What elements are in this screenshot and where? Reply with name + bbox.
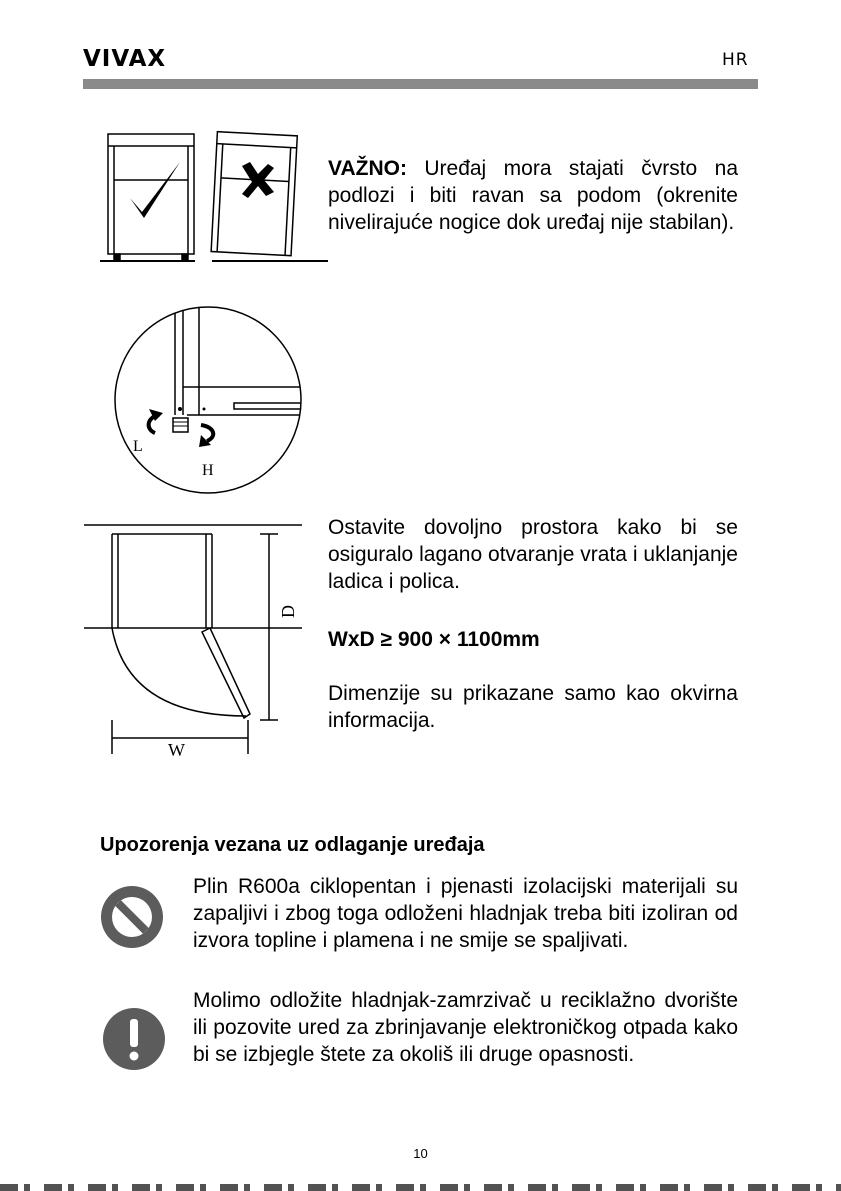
depth-label: D: [278, 605, 298, 618]
foot-label-right: H: [202, 462, 214, 479]
leveling-foot-illustration: [109, 305, 309, 500]
prohibited-icon: [100, 885, 164, 949]
page-number: 10: [413, 1146, 428, 1161]
important-text: Uređaj mora stajati čvrsto na podlozi i biti ravan sa podom (okrenite nivelirajuće nogice dok uređaj nije stabilan).: [328, 157, 738, 234]
header-rule: [83, 79, 758, 89]
level-fridge-illustration: [100, 128, 330, 270]
disposal-item-2-text: Molimo odložite hladnjak-zamrzivač u reciklažno dvorište ili pozovite ured za zbrinjavanje elektroničkog otpada kako bi se izbjegle štete za okoliš ili druge opasnosti.: [193, 989, 738, 1066]
disposal-heading: Upozorenja vezana uz odlaganje uređaja: [100, 834, 485, 856]
clearance-diagram: [84, 520, 304, 765]
exclamation-icon: [102, 1007, 166, 1071]
clearance-paragraph: Ostavite dovoljno prostora kako bi se osiguralo lagano otvaranje vrata i uklanjanje ladica i polica.: [328, 516, 738, 593]
foot-label-left: L: [133, 438, 143, 455]
important-label: VAŽNO:: [328, 157, 407, 180]
language-code: HR: [722, 50, 749, 70]
clearance-formula: WxD ≥ 900 × 1100mm: [328, 628, 540, 651]
disposal-item-1-text: Plin R600a ciklopentan i pjenasti izolacijski materijali su zapaljivi i zbog toga odloženi hladnjak treba biti izoliran od izvora topline i plamena i ne smije se spaljivati.: [193, 875, 738, 952]
width-label: W: [168, 740, 185, 760]
scan-edge-strip: [0, 1184, 841, 1191]
dimensions-note: Dimenzije su prikazane samo kao okvirna informacija.: [328, 682, 738, 732]
tilted-fridge: [211, 132, 297, 256]
leveling-foot: [173, 418, 188, 432]
check-mark-icon: [130, 162, 180, 218]
brand-logo: VIVAX: [83, 46, 167, 72]
correct-fridge: [100, 134, 195, 261]
important-paragraph: [328, 155, 738, 236]
